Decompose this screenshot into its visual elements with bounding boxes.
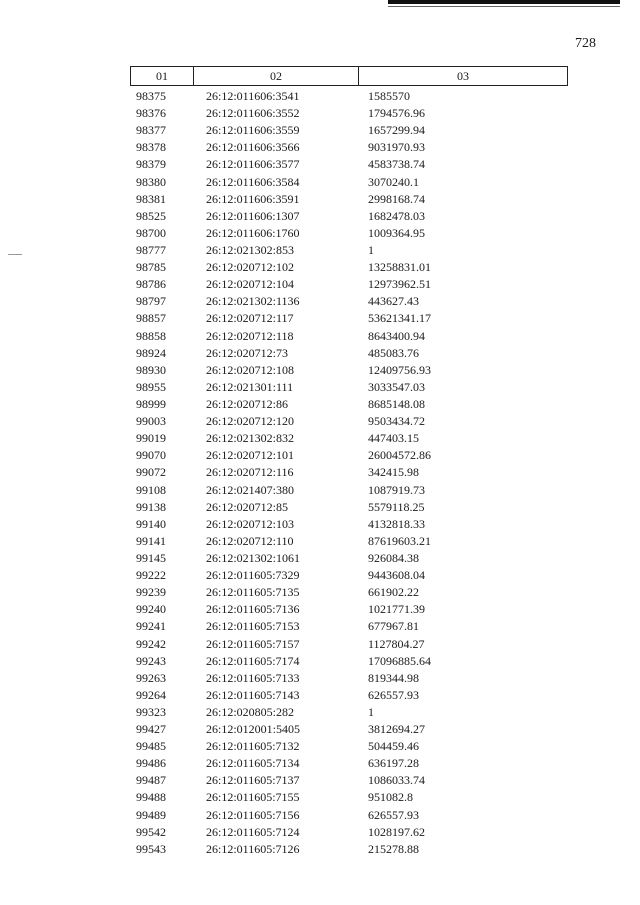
cell-value: 9031970.93 [368,140,425,155]
cell-cadastral-number: 26:12:020712:101 [206,448,295,463]
cell-row-number: 99108 [136,482,166,497]
cell-value: 5579118.25 [368,499,425,514]
cell-value: 4132818.33 [368,516,425,531]
cell-cadastral-number: 26:12:012001:5405 [206,722,301,737]
table-row [130,105,570,122]
table-row [130,601,570,618]
cell-row-number: 98525 [136,208,166,223]
cell-value: 1009364.95 [368,225,425,240]
cell-value: 819344.98 [368,670,419,685]
cell-row-number: 98858 [136,328,166,343]
cell-cadastral-number: 26:12:011605:7124 [206,824,300,839]
table-row [130,447,570,464]
cell-value: 485083.76 [368,345,419,360]
cell-row-number: 99489 [136,807,166,822]
cell-value: 1086033.74 [368,773,425,788]
cell-value: 8643400.94 [368,328,425,343]
cell-value: 3070240.1 [368,174,419,189]
cell-cadastral-number: 26:12:020712:117 [206,311,294,326]
cell-cadastral-number: 26:12:020805:282 [206,704,295,719]
cell-cadastral-number: 26:12:011605:7134 [206,756,300,771]
cell-cadastral-number: 26:12:011606:3584 [206,174,300,189]
table-row [130,139,570,156]
cell-value: 1 [368,242,374,257]
table-row [130,550,570,567]
cell-row-number: 99427 [136,722,166,737]
cell-cadastral-number: 26:12:011605:7329 [206,568,300,583]
cell-cadastral-number: 26:12:020712:102 [206,260,295,275]
cell-cadastral-number: 26:12:020712:116 [206,465,294,480]
cell-value: 1127804.27 [368,636,425,651]
cell-cadastral-number: 26:12:020712:85 [206,499,289,514]
cell-row-number: 98930 [136,362,166,377]
cell-row-number: 98786 [136,277,166,292]
table-row [130,88,570,105]
cell-row-number: 98857 [136,311,166,326]
table-row [130,328,570,345]
table-row [130,516,570,533]
cell-value: 626557.93 [368,807,419,822]
cell-cadastral-number: 26:12:011605:7174 [206,653,300,668]
cell-cadastral-number: 26:12:011606:3541 [206,89,300,103]
cell-cadastral-number: 26:12:021301:111 [206,379,294,394]
cell-value: 504459.46 [368,739,419,754]
table-row [130,499,570,516]
cell-row-number: 98999 [136,396,166,411]
cell-cadastral-number: 26:12:020712:110 [206,533,294,548]
cell-value: 1021771.39 [368,602,425,617]
cell-cadastral-number: 26:12:011606:3591 [206,191,300,206]
cell-cadastral-number: 26:12:020712:108 [206,362,295,377]
table-row [130,567,570,584]
cell-value: 1794576.96 [368,106,425,121]
cell-row-number: 98379 [136,157,166,172]
cell-row-number: 98378 [136,140,166,155]
table-row [130,293,570,310]
cell-value: 342415.98 [368,465,419,480]
table-row [130,276,570,293]
cell-row-number: 99138 [136,499,166,514]
cell-cadastral-number: 26:12:011605:7136 [206,602,300,617]
cell-cadastral-number: 26:12:020712:118 [206,328,294,343]
table-row [130,156,570,173]
cell-value: 9443608.04 [368,568,425,583]
cell-value: 8685148.08 [368,396,425,411]
cell-row-number: 99486 [136,756,166,771]
table-row [130,653,570,670]
cell-cadastral-number: 26:12:020712:86 [206,396,289,411]
cell-value: 926084.38 [368,550,419,565]
cell-cadastral-number: 26:12:021302:1061 [206,550,301,565]
cell-value: 3812694.27 [368,722,425,737]
cell-row-number: 98381 [136,191,166,206]
scan-mark [8,254,22,255]
table-row [130,379,570,396]
table-row [130,704,570,721]
cell-value: 12409756.93 [368,362,431,377]
cell-cadastral-number: 26:12:011605:7135 [206,585,300,600]
cell-cadastral-number: 26:12:011606:3566 [206,140,300,155]
cell-row-number: 98377 [136,123,166,138]
header-col-01: 01 [131,67,194,85]
table-row [130,208,570,225]
cell-value: 1682478.03 [368,208,425,223]
cell-row-number: 99070 [136,448,166,463]
top-rule [388,0,620,4]
cell-row-number: 99542 [136,824,166,839]
table-row [130,430,570,447]
cell-row-number: 99323 [136,704,166,719]
cell-value: 4583738.74 [368,157,425,172]
table-row [130,738,570,755]
cell-row-number: 98955 [136,379,166,394]
table-row [130,191,570,208]
table-row [130,755,570,772]
cell-row-number: 99485 [136,739,166,754]
cell-value: 53621341.17 [368,311,431,326]
cell-value: 12973962.51 [368,277,431,292]
table-row [130,807,570,824]
table-row [130,824,570,841]
cell-value: 3033547.03 [368,379,425,394]
cell-cadastral-number: 26:12:011605:7126 [206,841,300,856]
cell-value: 1657299.94 [368,123,425,138]
table-row [130,533,570,550]
header-col-02: 02 [194,67,359,85]
table-row [130,841,570,858]
cell-row-number: 99242 [136,636,166,651]
cell-row-number: 99019 [136,431,166,446]
table-row [130,362,570,379]
cell-cadastral-number: 26:12:011605:7155 [206,790,300,805]
cell-cadastral-number: 26:12:020712:120 [206,414,295,429]
cell-row-number: 98797 [136,294,166,309]
cell-value: 677967.81 [368,619,419,634]
cell-value: 1585570 [368,89,410,103]
cell-value: 443627.43 [368,294,419,309]
cell-row-number: 99264 [136,687,166,702]
cell-row-number: 98777 [136,242,166,257]
cell-cadastral-number: 26:12:011606:3577 [206,157,300,172]
header-col-03: 03 [457,68,469,83]
table-row [130,225,570,242]
table-row [130,174,570,191]
table-row [130,345,570,362]
cell-cadastral-number: 26:12:011606:1307 [206,208,300,223]
cell-value: 87619603.21 [368,533,431,548]
cell-cadastral-number: 26:12:011605:7156 [206,807,300,822]
cell-cadastral-number: 26:12:011605:7143 [206,687,300,702]
cell-value: 13258831.01 [368,260,431,275]
cell-row-number: 99145 [136,550,166,565]
cell-cadastral-number: 26:12:020712:104 [206,277,295,292]
table-row [130,310,570,327]
cell-cadastral-number: 26:12:021407:380 [206,482,295,497]
table-row [130,670,570,687]
cell-row-number: 98375 [136,89,166,103]
cell-value: 215278.88 [368,841,419,856]
cell-row-number: 99239 [136,585,166,600]
cell-value: 2998168.74 [368,191,425,206]
cell-cadastral-number: 26:12:020712:73 [206,345,289,360]
cell-cadastral-number: 26:12:011606:3559 [206,123,300,138]
table-row [130,259,570,276]
cell-row-number: 99003 [136,414,166,429]
cell-cadastral-number: 26:12:021302:832 [206,431,295,446]
table-body [130,88,570,858]
cell-value: 1 [368,704,374,719]
cell-row-number: 99222 [136,568,166,583]
cell-row-number: 99487 [136,773,166,788]
table-row [130,618,570,635]
table-row [130,482,570,499]
cell-cadastral-number: 26:12:021302:1136 [206,294,300,309]
cell-row-number: 98376 [136,106,166,121]
table-row [130,242,570,259]
table-row [130,122,570,139]
cell-cadastral-number: 26:12:011605:7133 [206,670,300,685]
cell-row-number: 99543 [136,841,166,856]
cell-row-number: 99263 [136,670,166,685]
cell-row-number: 99240 [136,602,166,617]
cell-row-number: 99140 [136,516,166,531]
cell-row-number: 98924 [136,345,166,360]
cell-row-number: 99141 [136,533,166,548]
cell-cadastral-number: 26:12:011605:7153 [206,619,300,634]
cell-row-number: 99072 [136,465,166,480]
cell-value: 636197.28 [368,756,419,771]
cell-row-number: 98380 [136,174,166,189]
table-row [130,721,570,738]
table-row [130,396,570,413]
cell-value: 1087919.73 [368,482,425,497]
top-rule-thin [388,6,620,7]
cell-row-number: 99243 [136,653,166,668]
cell-cadastral-number: 26:12:011606:1760 [206,225,300,240]
cell-value: 9503434.72 [368,414,425,429]
cell-cadastral-number: 26:12:011606:3552 [206,106,300,121]
cell-value: 626557.93 [368,687,419,702]
cell-cadastral-number: 26:12:011605:7157 [206,636,300,651]
table-header [130,66,568,86]
cell-value: 951082.8 [368,790,413,805]
cell-row-number: 99241 [136,619,166,634]
cell-cadastral-number: 26:12:011605:7132 [206,739,300,754]
cell-value: 447403.15 [368,431,419,446]
table-row [130,584,570,601]
cell-value: 26004572.86 [368,448,431,463]
table-row [130,464,570,481]
table-row [130,772,570,789]
cell-value: 17096885.64 [368,653,431,668]
cell-cadastral-number: 26:12:021302:853 [206,242,295,257]
cell-row-number: 98700 [136,225,166,240]
cell-row-number: 99488 [136,790,166,805]
table-row [130,413,570,430]
cell-cadastral-number: 26:12:011605:7137 [206,773,300,788]
cell-value: 661902.22 [368,585,419,600]
page-number: 728 [575,36,596,51]
table-row [130,687,570,704]
cell-cadastral-number: 26:12:020712:103 [206,516,295,531]
table-row [130,789,570,806]
table-row [130,636,570,653]
cell-row-number: 98785 [136,260,166,275]
cell-value: 1028197.62 [368,824,425,839]
